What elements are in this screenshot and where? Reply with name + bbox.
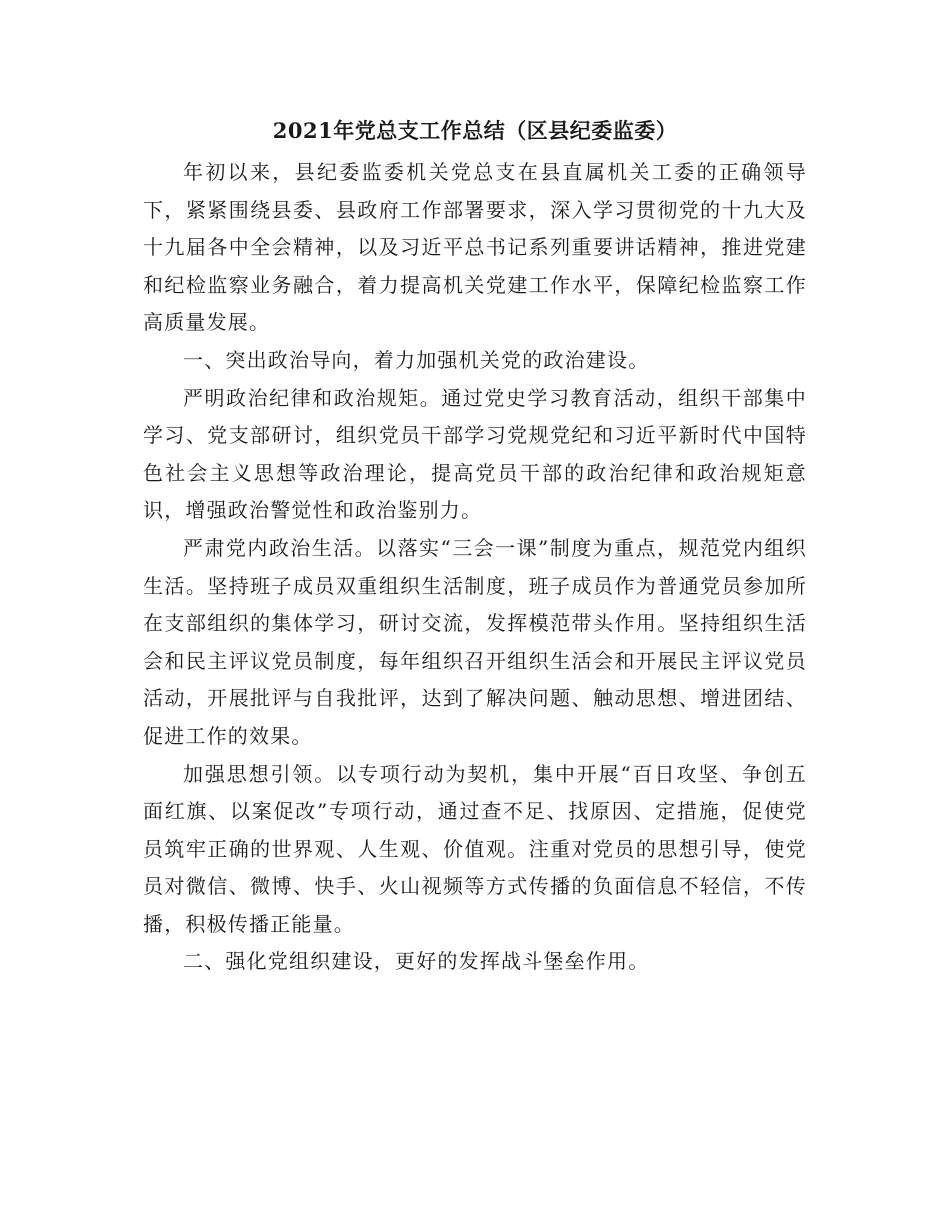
section-heading-2: 二、强化党组织建设，更好的发挥战斗堡垒作用。 — [183, 949, 650, 974]
paragraph-political-life: 严肃党内政治生活。以落实“三会一课”制度为重点，规范党内组织生活。坚持班子成员双重组织生活制度，班子成员作为普通党员参加所在支部组织的集体学习，研讨交流，发挥模范带头作用。坚持组织生活会和民主评议党员制度，每年组织召开组织生活会和开展民主评议党员活动，开展批评与自我批评，达到了解决问题、触动思想、增进团结、促进工作的效果。 — [143, 535, 807, 748]
paragraph-political-discipline: 严明政治纪律和政治规矩。通过党史学习教育活动，组织干部集中学习、党支部研讨，组织党员干部学习党规党纪和习近平新时代中国特色社会主义思想等政治理论，提高党员干部的政治纪律和政治规矩意识，增强政治警觉性和政治鉴别力。 — [143, 385, 807, 523]
paragraph-intro: 年初以来，县纪委监委机关党总支在县直属机关工委的正确领导下，紧紧围绕县委、县政府工作部署要求，深入学习贯彻党的十九大及十九届各中全会精神，以及习近平总书记系列重要讲话精神，推进党建和纪检监察业务融合，着力提高机关党建工作水平，保障纪检监察工作高质量发展。 — [143, 160, 807, 335]
document-title: 2021年党总支工作总结（区县纪委监委） — [272, 118, 678, 143]
document-page — [143, 112, 807, 981]
section-heading-1: 一、突出政治导向，着力加强机关党的政治建设。 — [183, 347, 650, 372]
paragraph-ideological-guidance: 加强思想引领。以专项行动为契机，集中开展“百日攻坚、争创五面红旗、以案促改”专项行动，通过查不足、找原因、定措施，促使党员筑牢正确的世界观、人生观、价值观。注重对党员的思想引导，使党员对微信、微博、快手、火山视频等方式传播的负面信息不轻信，不传播，积极传播正能量。 — [143, 761, 807, 936]
